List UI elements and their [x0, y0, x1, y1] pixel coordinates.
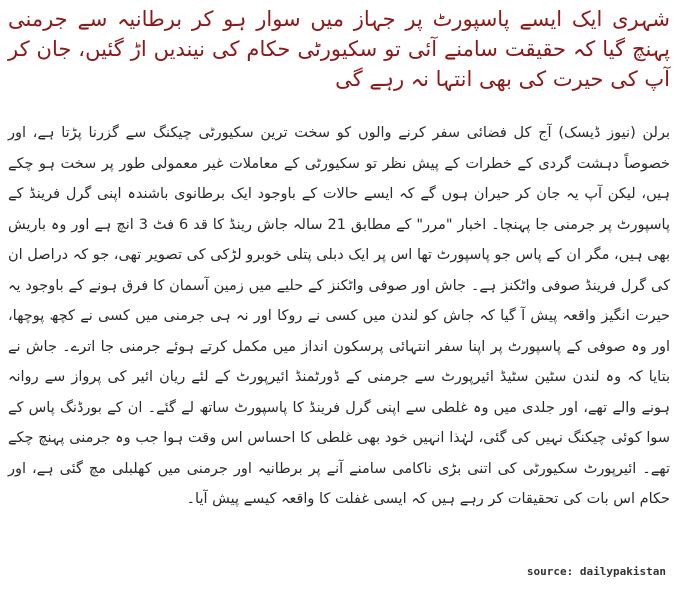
- article-headline: شہری ایک ایسے پاسپورٹ پر جہاز میں سوار ہو کر برطانیہ سے جرمنی پہنچ گیا کہ حقیقت سامنے آئی تو سکیورٹی حکام کی نیندیں اڑ گئیں، جان کر آپ کی حیرت کی بھی انتہا نہ رہے گی: [8, 7, 670, 91]
- article-body: برلن (نیوز ڈیسک) آج کل فضائی سفر کرنے والوں کو سخت ترین سکیورٹی چیکنگ سے گزرنا پڑتا ہے، اور خصوصاً دہشت گردی کے خطرات کے پیش نظر تو سکیورٹی کے معاملات غیر معمولی طور پر سخت ہو چکے ہیں، لیکن آپ یہ جان کر حیران ہوں گے کہ ایسے حالات کے باوجود ایک برطانوی باشندہ اپنی گرل فرینڈ کے پاسپورٹ پر جرمنی جا پہنچا۔ اخبار "مرر" کے مطابق 21 سالہ جاش رینڈ کا قد 6 فٹ 3 انچ ہے اور وہ باریش بھی ہیں، مگر ان کے پاس جو پاسپورٹ تھا اس پر ایک دبلی پتلی خوبرو لڑکی کی تصویر تھی، جو کہ دراصل ان کی گرل فرینڈ صوفی واٹکنز ہے۔ جاش اور صوفی واٹکنز کے حلیے میں زمین آسمان کا فرق ہونے کے باوجود یہ حیرت انگیز واقعہ پیش آ گیا کہ جاش کو لندن میں کسی نے روکا اور نہ ہی جرمنی میں کسی نے کچھ پوچھا، اور وہ صوفی کے پاسپورٹ پر اپنا سفر انتہائی پرسکون انداز میں مکمل کرتے ہوئے جرمنی جا اترے۔ جاش نے بتایا کہ وہ لندن سٹین سٹیڈ ائیرپورٹ سے جرمنی کے ڈورٹمنڈ ائیرپورٹ کے لئے ریان ائیر کی پرواز سے روانہ ہونے والے تھے، اور جلدی میں وہ غلطی سے اپنی گرل فرینڈ کا پاسپورٹ ساتھ لے گئے۔ ان کے بورڈنگ پاس کے سوا کوئی چیکنگ نہیں کی گئی، لہٰذا انہیں خود بھی غلطی کا احساس اس وقت ہوا جب وہ جرمنی پہنچ چکے تھے۔ ائیرپورٹ سکیورٹی کی اتنی بڑی ناکامی سامنے آنے پر برطانیہ اور جرمنی میں کھلبلی مچ گئی ہے، اور حکام اس بات کی تحقیقات کر رہے ہیں کہ ایسی غفلت کا واقعہ کیسے پیش آیا۔: [8, 125, 670, 507]
- article: [8, 4, 670, 515]
- source-credit: source: dailypakistan: [526, 565, 666, 578]
